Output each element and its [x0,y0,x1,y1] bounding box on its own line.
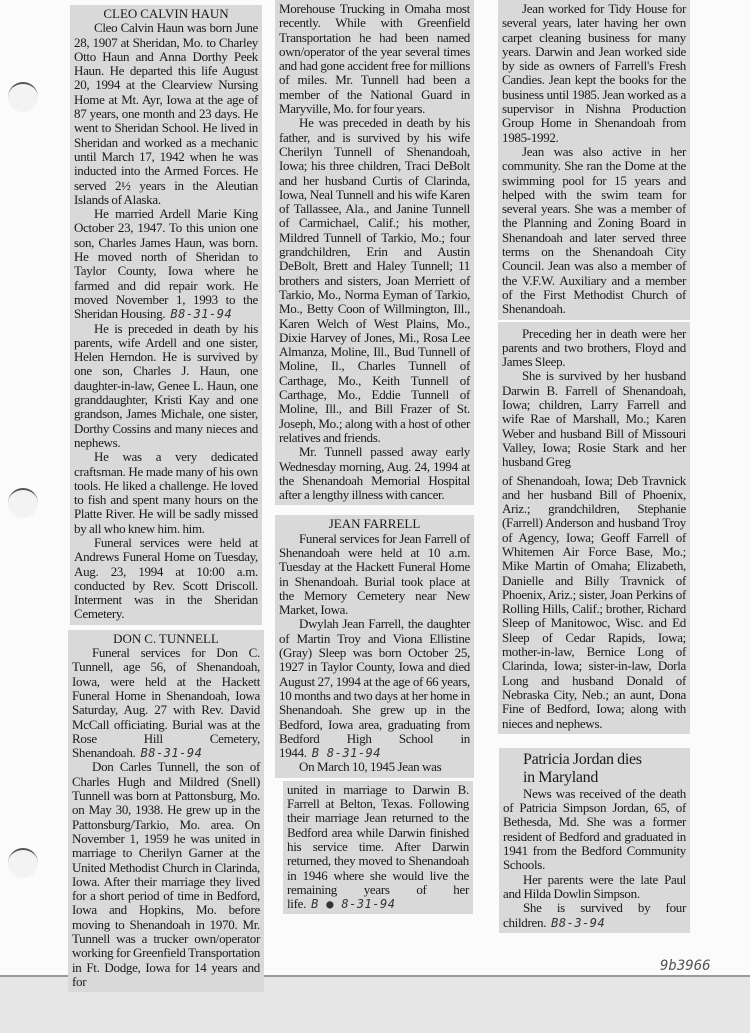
obituary-paragraph: Cleo Calvin Haun was born June 28, 1907 at Sheridan, Mo. to Charley Otto Haun and Anna Dorthy Peek Haun. He departed this life August 20, 1994 at the Clearview Nursing Home at Mt. Ayr, Iowa at the age of 87 years, one month and 23 days. He went to Sheridan School. He lived in Sheridan and worked as a mechanic until March 17, 1942 when he was inducted into the Armed Forces. He served 2½ years in the Aleutian Islands of Alaska. [74,20,258,207]
obituary-clipping-jordan [499,748,690,933]
obituary-paragraph: News was received of the death of Patricia Simpson Jordan, 65, of Bethesda, Md. She was a former resident of Bedford and graduated in 1941 from the Bedford Community Schools. [503,785,686,873]
obituary-clipping-tunnell-continued [275,0,474,505]
obituary-paragraph [74,207,258,321]
obituary-paragraph: On March 10, 1945 Jean was [299,759,442,775]
handwritten-date-note: B ● 8-31-94 [311,897,396,912]
handwritten-date-note: B8-31-94 [170,307,233,322]
obituary-paragraph: Morehouse Trucking in Omaha most recently. While with Greenfield Transportation he had been named own/operator of the year several times and had gone accident free for millions of miles. Mr. Tunnell had been a member of the National Guard in Maryville, Mo. for four years. [279,1,470,117]
obituary-paragraph [287,783,469,912]
obituary-paragraph: Preceding her in death were her parents and two brothers, Floyd and James Sleep. [502,325,686,370]
obituary-paragraph: Funeral services for Jean Farrell of Shenandoah were held at 10 a.m. Tuesday at the Hackett Funeral Home in Shenandoah. Burial took place at the Memory Cemetery near New Market, Iowa. [279,530,470,618]
obituary-headline: CLEO CALVIN HAUN [103,6,229,21]
obituary-paragraph: Jean was also active in her community. She ran the Dome at the swimming pool for 15 years and helped with the swim team for several years. She was a member of the Planning and Zoning Board in Shenandoah and later served three terms on the Shenandoah City Council. Jean was also a member of the V.F.W. Auxiliary and a member of the First Methodist Church of Shenandoah. [502,143,686,317]
obituary-paragraph [503,901,686,930]
paragraph-text: Dwylah Jean Farrell, the daughter of Martin Troy and Viona Ellistine (Gray) Sleep was born October 25, 1927 in Taylor County, Iowa and died August 27, 1994 at the age of 66 years, 10 months and two days at her home in Shenandoah. She grew up in the Bedford, Iowa area, graduating from Bedford High School in 1944. [279,616,470,761]
column-middle [275,0,474,914]
obituary-clipping-farrell [275,515,474,777]
punch-hole [8,848,38,878]
obituary-paragraph: Don Carles Tunnell, the son of Charles Hugh and Mildred (Snell) Tunnell was born at Pattonsburg, Mo. on May 30, 1938. He grew up in the Pattonsburg/Tarkio, Mo. area. On November 1, 1959 he was united in marriage to Cherilyn Garner at the United Methodist Church in Clarinda, Iowa. After their marriage they lived for a short period of time in Bedford, Iowa and Hopkins, Mo. before moving to Shenandoah in 1970. Mr. Tunnell was a trucker own/operator working for Greenfield Transportation in Ft. Dodge, Iowa for 14 years and for [72,759,260,989]
obituary-paragraph: Mr. Tunnell passed away early Wednesday morning, Aug. 24, 1994 at the Shenandoah Memorial Hospital after a lengthy illness with cancer. [279,444,470,503]
handwritten-date-note: B8-31-94 [140,746,203,761]
obituary-headline [523,751,686,787]
obituary-paragraph [72,646,260,760]
column-left [68,0,264,992]
obituary-paragraph: He was preceded in death by his father, and is survived by his wife Cherilyn Tunnell of Shenandoah, Iowa; his three children, Traci DeBolt and her husband Curtis of Clarinda, Iowa, Neal Tunnell and his wife Karen of Tallassee, Ala., and Janine Tunnell of Carmichael, Calif.; his mother, Mildred Tunnell of Tarkio, Mo.; four grandchildren, Erin and Austin DeBolt, Brett and Haley Tunnell; 11 brothers and sisters, Joan Merriett of Tarkio, Mo., Norma Eyman of Tarkio, Mo., Betty Coon of Willmington, Ill., Karen Welch of West Plains, Mo., Dixie Harvey of Jones, Mi., Rosa Lee Almanza, Moline, Ill., Bud Tunnell of Moline, Il., Charles Tunnell of Carthage, Mo., Keith Tunnell of Carthage, Mo., Eddie Tunnell of Moline, Ill., and Bill Frazer of St. Joseph, Mo.; along with a host of other relatives and friends. [279,115,470,445]
headline-line: Patricia Jordan dies [523,750,642,768]
obituary-paragraph: He was a very dedicated craftsman. He made many of his own tools. He liked a challenge. He loved to fish and spent many hours on the Platte River. He will be sadly missed by all who knew him. him. [74,449,258,536]
paragraph-text: Funeral services for Don C. Tunnell, age 56, of Shenandoah, Iowa, were held at the Hackett Funeral Home in Shenandoah, Iowa Saturday, Aug. 27 with Rev. David McCall officiating. Burial was at the Rose Hill Cemetery, Shenandoah. [72,645,260,761]
obituary-clipping-farrell-continued [498,0,690,320]
paragraph-text: He married Ardell Marie King October 23, 1947. To this union one son, Charles James Haun, was born. He moved north of Sheridan to Taylor County, Iowa where he farmed and did repair work. He moved November 1, 1993 to the Sheridan Housing. [74,206,258,322]
obituary-paragraph [279,617,470,760]
obituary-paragraph: Her parents were the late Paul and Hilda Dowlin Simpson. [503,871,686,901]
obituary-clipping-tunnell [68,630,264,992]
obituary-paragraph: Jean worked for Tidy House for several years, later having her own carpet cleaning business for many years. Darwin and Jean worked side by side as owners of Farrell's Fresh Candies. Jean kept the books for the business until 1985. Jean worked as a supervisor in Nishna Production Group Home in Shenandoah from 1985-1992. [502,1,686,145]
obituary-headline: JEAN FARRELL [328,516,421,532]
headline-line: in Maryland [523,768,599,786]
column-right [498,0,690,933]
obituary-paragraph: She is survived by her husband Darwin B. Farrell of Shenandoah, Iowa; children, Larry Farrell and wife Rae of Marshall, Mo.; Karen Weber and husband Bill of Missouri Valley, Iowa; Rosie Stark and her husband Greg [502,368,686,470]
obituary-clipping-farrell-continued [498,322,690,734]
obituary-clipping-farrell-continued [283,781,473,915]
obituary-paragraph: He is preceded in death by his parents, wife Ardell and one sister, Helen Herndon. He is survived by one son, Charles J. Haun, one daughter-in-law, Genee L. Haun, one granddaughter, Kristi Kay and one grandson, James Michale, one sister, Dorthy Cossins and many nieces and nephews. [74,320,258,450]
paragraph-text: She is survived by four children. [503,900,686,930]
obituary-clipping-haun [70,5,262,625]
punch-hole [8,488,38,518]
handwritten-date-note: B 8-31-94 [311,746,381,761]
obituary-paragraph: Funeral services were held at Andrews Funeral Home on Tuesday, Aug. 23, 1994 at 10:00 a.m. conducted by Rev. Scott Driscoll. Interment was in the Sheridan Cemetery. [74,534,258,622]
punch-hole [8,82,38,112]
obituary-headline: DON C. TUNNELL [113,630,219,646]
handwritten-catalog-number: 9b3966 [660,958,711,974]
obituary-paragraph: of Shenandoah, Iowa; Deb Travnick and her husband Bill of Phoenix, Ariz.; grandchildren, Stephanie (Farrell) Anderson and husband Troy of Agency, Iowa; Geoff Farrell of Whitemen Air Force Base, Mo.; Mike Martin of Omaha; Elizabeth, Danielle and Billy Travnick of Phoenix, Ariz.; sister, Joan Perkins of Rolling Hills, Calif.; brother, Richard Sleep of Manitowoc, Wisc. and Ed Sleep of Cedar Rapids, Iowa; mother-in-law, Bernice Long of Clarinda, Iowa; sister-in-law, Dorla Long and husband Donald of Nebraska City, Neb.; an aunt, Dona Fine of Bedford, Iowa; along with nieces and nephews. [502,472,686,731]
handwritten-date-note: B8-3-94 [551,915,606,930]
paragraph-text: united in marriage to Darwin B. Farrell at Belton, Texas. Following their marriage Jean returned to the Bedford area while Darwin finished his service time. After Darwin returned, they moved to Shenandoah in 1946 where she would live the remaining years of her life. [287,781,469,912]
